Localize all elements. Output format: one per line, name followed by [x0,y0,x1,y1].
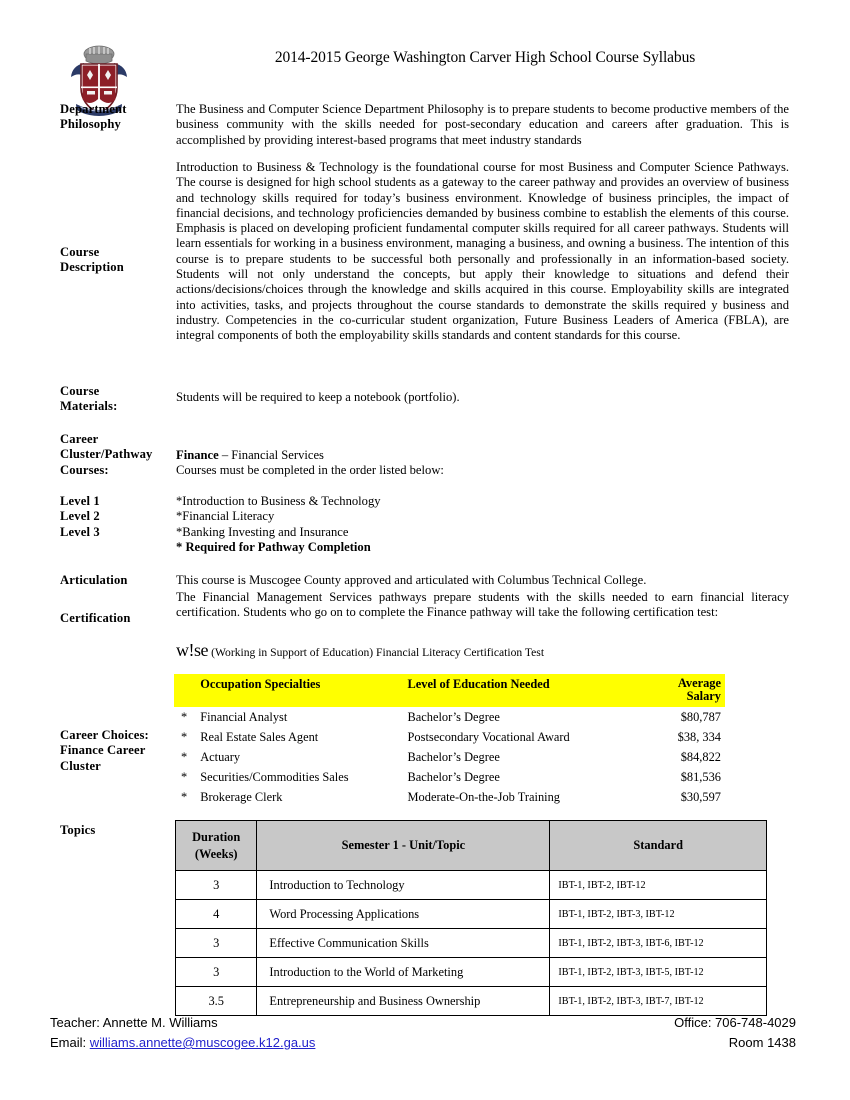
career-row-education: Moderate-On-the-Job Training [407,790,560,804]
career-cluster-label-line2: Cluster/Pathway [60,447,153,462]
footer-row-email [50,1033,796,1053]
level-3-label: Level 3 [60,524,100,539]
career-row-bullet: * [181,730,188,744]
career-choices-label-line1: Career Choices: [60,728,149,742]
wise-description: (Working in Support of Education) Financial Literacy Certification Test [211,646,545,659]
page-footer [50,1013,796,1053]
topics-row-duration: 3 [176,958,257,987]
topics-row-unit: Introduction to the World of Marketing [257,958,550,987]
table-row [176,987,767,1016]
articulation-text: This course is Muscogee County approved and articulated with Columbus Technical College. [176,573,647,587]
career-row-salary: $30,597 [680,790,721,804]
career-row-salary: $38, 334 [677,730,721,744]
table-row [174,727,725,747]
description-label-line1: Course [60,245,100,259]
career-row-salary: $80,787 [680,710,721,724]
career-choices-table [174,674,725,807]
level-1-course: *Introduction to Business & Technology [176,494,381,508]
room-number: Room 1438 [728,1035,796,1050]
career-row-bullet: * [181,770,188,784]
pathway-required-note: * Required for Pathway Completion [176,539,371,554]
certification-text: The Financial Management Services pathways prepare students with the skills needed to earn financial literacy certification. Students who go on to complete the Finance pathway will take the following certification test: [176,590,789,620]
career-header-salary [625,674,725,707]
level-1-label: Level 1 [60,494,100,508]
topics-header-duration-line1: Duration [192,829,241,844]
table-row [174,787,725,807]
career-header-salary-line1: Average [677,676,721,690]
career-choices-label [60,728,175,774]
topics-row-duration: 3 [176,871,257,900]
philosophy-label-line1: Department [60,102,127,116]
table-row [174,767,725,787]
career-row-salary: $81,536 [680,770,721,784]
materials-text: Students will be required to keep a notebook (portfolio). [176,390,460,404]
level-2-course: *Financial Literacy [176,509,275,524]
topics-row-unit: Introduction to Technology [257,871,550,900]
articulation-label: Articulation [60,573,128,587]
topics-table [175,820,767,1016]
career-cluster-label [60,432,175,478]
wise-logo-text: w!se [176,640,208,660]
level-2-label: Level 2 [60,509,100,524]
table-row [174,747,725,767]
topics-row-standard: IBT-1, IBT-2, IBT-3, IBT-5, IBT-12 [550,958,767,987]
career-row-education: Bachelor’s Degree [407,710,500,724]
levels-labels [60,494,175,540]
philosophy-label-line2: Philosophy [60,117,121,132]
topics-row-unit: Word Processing Applications [257,900,550,929]
topics-row-duration: 3.5 [176,987,257,1016]
topics-header-standard: Standard [550,821,767,871]
table-row [176,900,767,929]
career-header-salary-line2: Salary [686,689,721,703]
career-table-body [174,707,725,807]
topics-row-unit: Entrepreneurship and Business Ownership [257,987,550,1016]
materials-label-line1: Course [60,384,100,398]
career-choices-label-line3: Cluster [60,758,101,773]
career-header-occupation: Occupation Specialties [194,674,407,707]
career-row-education: Bachelor’s Degree [407,770,500,784]
career-row-occupation: Financial Analyst [200,710,288,724]
levels-courses [176,494,789,555]
topics-header-duration-line2: (Weeks) [194,846,238,861]
materials-label-line2: Materials: [60,399,118,414]
topics-row-unit: Effective Communication Skills [257,929,550,958]
certification-label: Certification [60,611,131,625]
email-line [50,1033,315,1053]
level-3-course: *Banking Investing and Insurance [176,524,349,539]
description-text: Introduction to Business & Technology is the foundational course for most Business and Computer Science Pathways. The course is designed for high school students as a gateway to the career pathway and provides an overview of business and technology skills required for today’s business environment. Knowledge of business principles, the impact of financial decisions, and technology proficiencies demanded by business combine to establish the elements of this course. Emphasis is placed on developing proficient fundamental computer skills required for all career pathways. Students will learn essentials for working in a business environment, managing a business, and owning a business. The intention of this course is to prepare students to be successful both personally and professionally in an information-based society. Students will not only understand the concepts, but apply their knowledge to situations and defend their actions/decisions/choices through the knowledge and skills acquired in this course. Employability skills are integrated into activities, tasks, and projects throughout the course standards to demonstrate the skills required y business and industry. Competencies in the co-curricular student organization, Future Business Leaders of America (FBLA), are integral components of both the employability skills standards and content standards for this course. [176,160,789,343]
table-row [176,871,767,900]
career-cluster-label-line3: Courses: [60,462,109,477]
topics-label: Topics [60,823,96,837]
pathway-order-note: Courses must be completed in the order listed below: [176,463,444,478]
topics-row-duration: 3 [176,929,257,958]
topics-row-standard: IBT-1, IBT-2, IBT-3, IBT-7, IBT-12 [550,987,767,1016]
career-row-occupation: Actuary [200,750,241,764]
email-label: Email: [50,1035,87,1050]
topics-header-duration [176,821,257,871]
topics-row-standard: IBT-1, IBT-2, IBT-12 [550,871,767,900]
materials-label [60,384,175,415]
career-row-education: Bachelor’s Degree [407,750,500,764]
email-link[interactable]: williams.annette@muscogee.k12.ga.us [89,1035,316,1050]
table-row [176,958,767,987]
philosophy-label [60,102,175,133]
topics-table-body [176,871,767,1016]
career-row-bullet: * [181,790,188,804]
wise-certification-line [176,640,789,661]
page-title: 2014-2015 George Washington Carver High School Course Syllabus [274,49,696,66]
description-label-line2: Description [60,260,124,275]
philosophy-text: The Business and Computer Science Department Philosophy is to prepare students to become productive members of the business community with the skills needed for post-secondary education and careers after graduation. This is accomplished by providing interest-based programs that meet industry standards [176,102,789,147]
career-header-education: Level of Education Needed [408,674,625,707]
topics-header-unit: Semester 1 - Unit/Topic [257,821,550,871]
description-label [60,245,175,276]
career-cluster-label-line1: Career [60,432,99,446]
career-row-education: Postsecondary Vocational Award [407,730,570,744]
career-row-occupation: Brokerage Clerk [200,790,283,804]
career-cluster-text [176,448,789,479]
teacher-name: Teacher: Annette M. Williams [50,1015,218,1030]
career-row-occupation: Real Estate Sales Agent [200,730,319,744]
topics-row-duration: 4 [176,900,257,929]
topics-row-standard: IBT-1, IBT-2, IBT-3, IBT-12 [550,900,767,929]
career-header-bullet [174,674,194,707]
table-row [174,707,725,727]
career-table-header-row [174,674,725,707]
topics-table-header-row [176,821,767,871]
topics-row-standard: IBT-1, IBT-2, IBT-3, IBT-6, IBT-12 [550,929,767,958]
pathway-services: – Financial Services [218,448,324,462]
career-row-salary: $84,822 [680,750,721,764]
office-phone: Office: 706-748-4029 [674,1015,796,1030]
career-choices-label-line2: Finance Career [60,743,146,758]
career-row-bullet: * [181,750,188,764]
career-row-occupation: Securities/Commodities Sales [200,770,349,784]
table-row [176,929,767,958]
career-row-bullet: * [181,710,188,724]
pathway-name: Finance [176,448,219,462]
footer-row-teacher [50,1013,796,1033]
